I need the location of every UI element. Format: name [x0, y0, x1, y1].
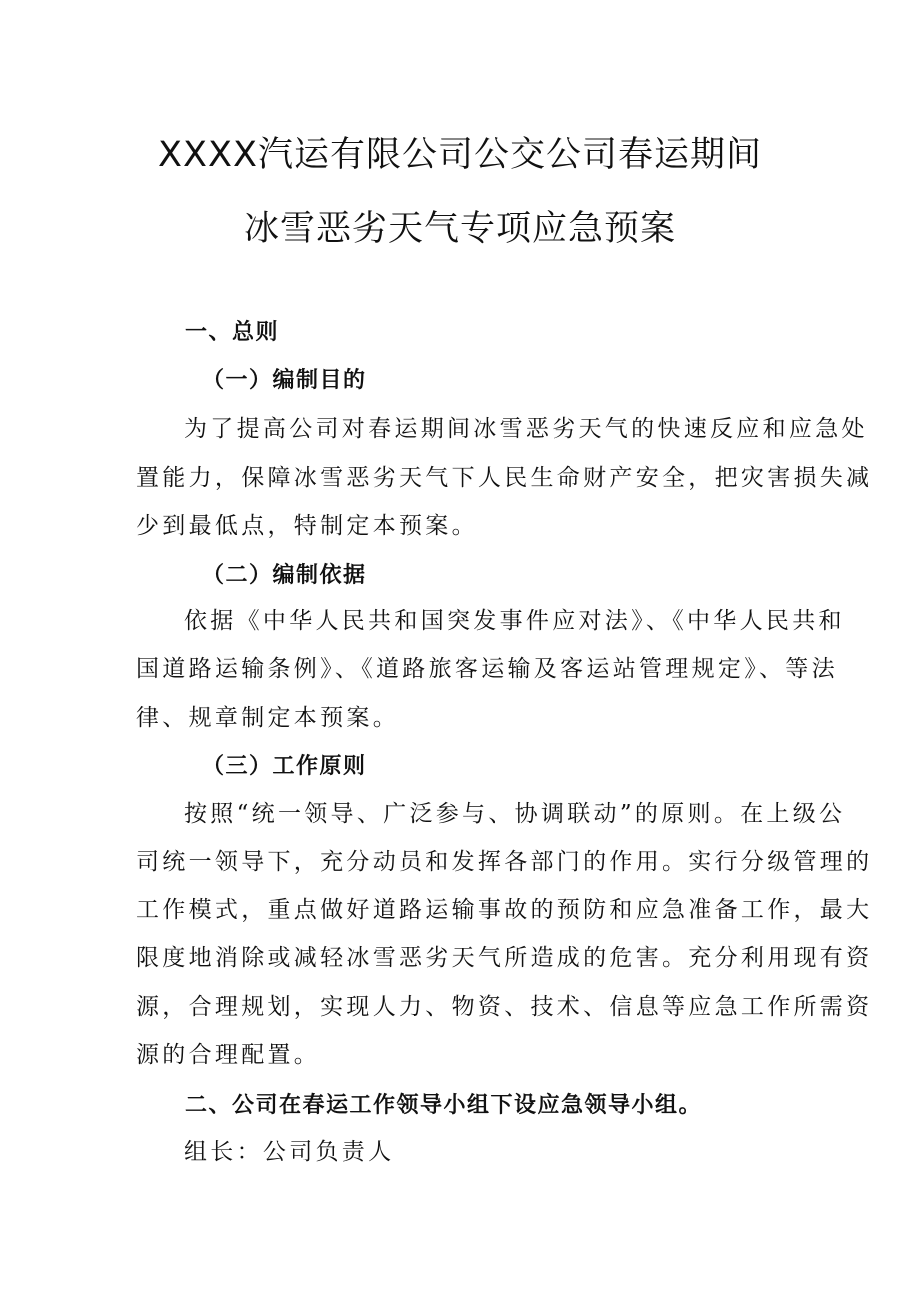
paragraph-line: 为了提高公司对春运期间冰雪恶劣天气的快速反应和应急处 [184, 416, 868, 442]
paragraph-line: 依据《中华人民共和国突发事件应对法》、《中华人民共和 [184, 608, 845, 634]
document-title-line-2: 冰雪恶劣天气专项应急预案 [243, 209, 676, 249]
subsection-1-heading: （一）编制目的 [202, 368, 367, 393]
subsection-2-heading: （二）编制依据 [202, 563, 367, 588]
paragraph-line: 司统一领导下，充分动员和发挥各部门的作用。实行分级管理的 [136, 849, 873, 875]
paragraph-line: 组长：公司负责人 [184, 1139, 395, 1165]
paragraph-line: 源，合理规划，实现人力、物资、技术、信息等应急工作所需资 [136, 994, 873, 1020]
paragraph-line: 国道路运输条例》、《道路旅客运输及客运站管理规定》、等法 [136, 656, 838, 682]
paragraph-line: 工作模式，重点做好道路运输事故的预防和应急准备工作，最大 [136, 897, 873, 923]
document-title-line-1: XXXX汽运有限公司公交公司春运期间 [158, 135, 762, 175]
paragraph-line: 少到最低点，特制定本预案。 [136, 513, 478, 539]
subsection-3-heading: （三）工作原则 [202, 754, 367, 779]
section-2-heading: 二、公司在春运工作领导小组下设应急领导小组。 [185, 1093, 703, 1118]
paragraph-line: 律、规章制定本预案。 [136, 705, 399, 731]
paragraph-line: 源的合理配置。 [136, 1042, 321, 1068]
paragraph-line: 置能力，保障冰雪恶劣天气下人民生命财产安全，把灾害损失减 [136, 465, 873, 491]
section-1-heading: 一、总则 [185, 320, 280, 345]
paragraph-line: 限度地消除或减轻冰雪恶劣天气所造成的危害。充分利用现有资 [136, 945, 873, 971]
paragraph-line: 按照“统一领导、广泛参与、协调联动”的原则。在上级公 [184, 801, 846, 827]
